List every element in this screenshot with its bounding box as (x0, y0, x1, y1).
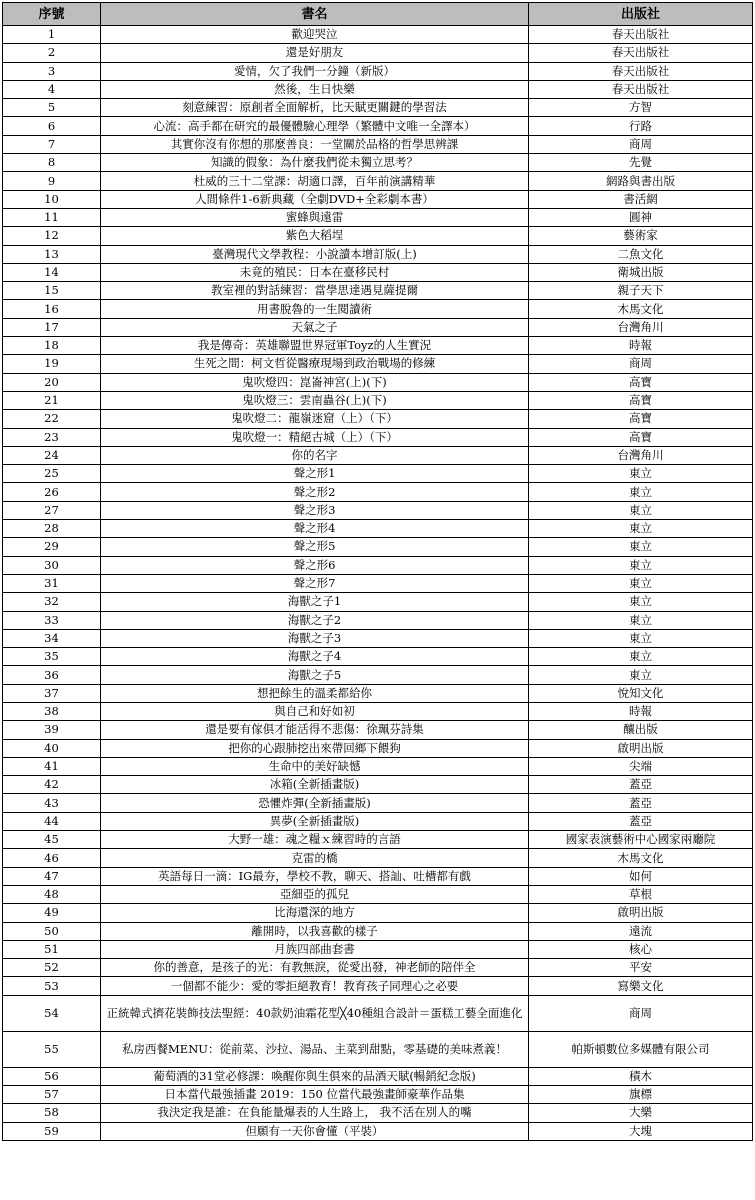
row-number-cell: 14 (3, 263, 101, 281)
row-number-cell: 43 (3, 794, 101, 812)
publisher-cell: 行路 (529, 117, 753, 135)
publisher-cell: 東立 (529, 483, 753, 501)
publisher-cell: 台灣角川 (529, 446, 753, 464)
table-row (3, 867, 753, 885)
publisher-cell: 東立 (529, 538, 753, 556)
book-title-cell: 聲之形6 (101, 556, 529, 574)
table-row (3, 574, 753, 592)
book-title-cell: 聲之形3 (101, 501, 529, 519)
row-number-cell: 4 (3, 80, 101, 98)
book-title-cell: 異夢(全新插畫版) (101, 812, 529, 830)
table-row (3, 391, 753, 409)
row-number-cell: 21 (3, 391, 101, 409)
table-row (3, 1104, 753, 1122)
header-no: 序號 (3, 3, 101, 26)
row-number-cell: 40 (3, 739, 101, 757)
publisher-cell: 蓋亞 (529, 776, 753, 794)
row-number-cell: 2 (3, 44, 101, 62)
book-title-cell: 未竟的殖民：日本在臺移民村 (101, 263, 529, 281)
publisher-cell: 藝術家 (529, 227, 753, 245)
table-row (3, 648, 753, 666)
publisher-cell: 啟明出版 (529, 904, 753, 922)
publisher-cell: 春天出版社 (529, 80, 753, 98)
row-number-cell: 57 (3, 1086, 101, 1104)
publisher-cell: 蓋亞 (529, 794, 753, 812)
publisher-cell: 東立 (529, 593, 753, 611)
book-title-cell: 把你的心跟肺挖出來帶回鄉下餵狗 (101, 739, 529, 757)
publisher-cell: 積木 (529, 1067, 753, 1085)
row-number-cell: 7 (3, 135, 101, 153)
row-number-cell: 30 (3, 556, 101, 574)
row-number-cell: 28 (3, 520, 101, 538)
book-title-cell: 與自己和好如初 (101, 702, 529, 720)
book-title-cell: 我決定我是誰：在負能量爆表的人生路上， 我不活在別人的嘴 (101, 1104, 529, 1122)
book-title-cell: 知識的假象：為什麼我們從未獨立思考？ (101, 154, 529, 172)
header-publisher: 出版社 (529, 3, 753, 26)
book-title-cell: 私房西餐MENU：從前菜、沙拉、湯品、主菜到甜點，零基礎的美味煮義！ (101, 1031, 529, 1067)
book-title-cell: 月族四部曲套書 (101, 940, 529, 958)
row-number-cell: 54 (3, 995, 101, 1031)
book-title-cell: 日本當代最強插畫 2019：150 位當代最強畫師豪華作品集 (101, 1086, 529, 1104)
table-row (3, 1122, 753, 1140)
book-title-cell: 聲之形5 (101, 538, 529, 556)
publisher-cell: 旗標 (529, 1086, 753, 1104)
table-row (3, 263, 753, 281)
book-title-cell: 想把餘生的溫柔都給你 (101, 684, 529, 702)
row-number-cell: 34 (3, 629, 101, 647)
table-row (3, 227, 753, 245)
book-title-cell: 生死之間：柯文哲從醫療現場到政治戰場的修練 (101, 355, 529, 373)
table-row (3, 776, 753, 794)
table-row (3, 812, 753, 830)
book-title-cell: 鬼吹燈四：崑崙神宮(上)(下) (101, 373, 529, 391)
publisher-cell: 高寶 (529, 373, 753, 391)
table-row (3, 172, 753, 190)
table-row (3, 666, 753, 684)
book-title-cell: 還是要有傢俱才能活得不悲傷：徐珮芬詩集 (101, 721, 529, 739)
table-row (3, 300, 753, 318)
row-number-cell: 12 (3, 227, 101, 245)
row-number-cell: 37 (3, 684, 101, 702)
publisher-cell: 高寶 (529, 428, 753, 446)
book-title-cell: 我是傳奇：英雄聯盟世界冠軍Toyz的人生實況 (101, 337, 529, 355)
book-title-cell: 歡迎哭泣 (101, 26, 529, 44)
publisher-cell: 東立 (529, 465, 753, 483)
row-number-cell: 47 (3, 867, 101, 885)
publisher-cell: 台灣角川 (529, 318, 753, 336)
row-number-cell: 58 (3, 1104, 101, 1122)
table-row (3, 885, 753, 903)
publisher-cell: 東立 (529, 556, 753, 574)
table-row (3, 80, 753, 98)
publisher-cell: 尖端 (529, 757, 753, 775)
publisher-cell: 時報 (529, 337, 753, 355)
header-row (3, 3, 753, 26)
table-row (3, 135, 753, 153)
row-number-cell: 42 (3, 776, 101, 794)
table-row (3, 684, 753, 702)
table-row (3, 794, 753, 812)
book-title-cell: 海獸之子2 (101, 611, 529, 629)
book-title-cell: 心流：高手都在研究的最優體驗心理學（繁體中文唯一全譯本） (101, 117, 529, 135)
table-row (3, 849, 753, 867)
publisher-cell: 商周 (529, 355, 753, 373)
row-number-cell: 15 (3, 282, 101, 300)
publisher-cell: 寫樂文化 (529, 977, 753, 995)
publisher-cell: 木馬文化 (529, 849, 753, 867)
publisher-cell: 東立 (529, 520, 753, 538)
publisher-cell: 網路與書出版 (529, 172, 753, 190)
book-title-cell: 鬼吹燈一：精絕古城（上）（下） (101, 428, 529, 446)
publisher-cell: 商周 (529, 135, 753, 153)
row-number-cell: 11 (3, 208, 101, 226)
table-row (3, 501, 753, 519)
publisher-cell: 平安 (529, 959, 753, 977)
book-title-cell: 紫色大稻埕 (101, 227, 529, 245)
publisher-cell: 春天出版社 (529, 44, 753, 62)
table-row (3, 154, 753, 172)
publisher-cell: 釀出版 (529, 721, 753, 739)
book-title-cell: 冰箱(全新插畫版) (101, 776, 529, 794)
row-number-cell: 44 (3, 812, 101, 830)
row-number-cell: 9 (3, 172, 101, 190)
book-title-cell: 聲之形7 (101, 574, 529, 592)
publisher-cell: 大樂 (529, 1104, 753, 1122)
publisher-cell: 東立 (529, 501, 753, 519)
table-row (3, 1031, 753, 1067)
table-row (3, 1086, 753, 1104)
publisher-cell: 遠流 (529, 922, 753, 940)
publisher-cell: 春天出版社 (529, 62, 753, 80)
row-number-cell: 52 (3, 959, 101, 977)
row-number-cell: 26 (3, 483, 101, 501)
table-row (3, 62, 753, 80)
publisher-cell: 高寶 (529, 391, 753, 409)
publisher-cell: 圓神 (529, 208, 753, 226)
row-number-cell: 1 (3, 26, 101, 44)
book-title-cell: 蜜蜂與遠雷 (101, 208, 529, 226)
row-number-cell: 16 (3, 300, 101, 318)
row-number-cell: 24 (3, 446, 101, 464)
header-title: 書名 (101, 3, 529, 26)
publisher-cell: 蓋亞 (529, 812, 753, 830)
book-title-cell: 海獸之子4 (101, 648, 529, 666)
table-row (3, 190, 753, 208)
book-title-cell: 生命中的美好缺憾 (101, 757, 529, 775)
table-row (3, 318, 753, 336)
row-number-cell: 17 (3, 318, 101, 336)
row-number-cell: 31 (3, 574, 101, 592)
book-title-cell: 但願有一天你會懂（平裝） (101, 1122, 529, 1140)
book-title-cell: 教室裡的對話練習：當學思達遇見薩提爾 (101, 282, 529, 300)
row-number-cell: 10 (3, 190, 101, 208)
book-title-cell: 大野一雄：魂之糧ｘ練習時的言語 (101, 831, 529, 849)
table-row (3, 922, 753, 940)
table-row (3, 593, 753, 611)
row-number-cell: 36 (3, 666, 101, 684)
book-title-cell: 用書脫魯的一生閱讀術 (101, 300, 529, 318)
book-title-cell: 亞細亞的孤兒 (101, 885, 529, 903)
publisher-cell: 東立 (529, 648, 753, 666)
book-title-cell: 還是好朋友 (101, 44, 529, 62)
publisher-cell: 草根 (529, 885, 753, 903)
publisher-cell: 二魚文化 (529, 245, 753, 263)
table-row (3, 702, 753, 720)
book-title-cell: 臺灣現代文學教程：小說讀本增訂版(上) (101, 245, 529, 263)
row-number-cell: 27 (3, 501, 101, 519)
publisher-cell: 東立 (529, 611, 753, 629)
table-row (3, 629, 753, 647)
table-row (3, 44, 753, 62)
publisher-cell: 書活網 (529, 190, 753, 208)
row-number-cell: 19 (3, 355, 101, 373)
table-row (3, 373, 753, 391)
publisher-cell: 衛城出版 (529, 263, 753, 281)
book-title-cell: 天氣之子 (101, 318, 529, 336)
book-title-cell: 杜威的三十二堂課：胡適口譯，百年前演講精華 (101, 172, 529, 190)
table-row (3, 410, 753, 428)
book-title-cell: 英語每日一滴：IG最夯，學校不教，聊天、搭訕、吐槽都有戲 (101, 867, 529, 885)
publisher-cell: 東立 (529, 666, 753, 684)
row-number-cell: 32 (3, 593, 101, 611)
publisher-cell: 核心 (529, 940, 753, 958)
book-title-cell: 你的善意，是孩子的光：有教無淚，從愛出發，神老師的陪伴全 (101, 959, 529, 977)
book-title-cell: 海獸之子1 (101, 593, 529, 611)
row-number-cell: 22 (3, 410, 101, 428)
book-title-cell: 比海還深的地方 (101, 904, 529, 922)
table-row (3, 483, 753, 501)
row-number-cell: 50 (3, 922, 101, 940)
publisher-cell: 時報 (529, 702, 753, 720)
row-number-cell: 59 (3, 1122, 101, 1140)
row-number-cell: 18 (3, 337, 101, 355)
publisher-cell: 如何 (529, 867, 753, 885)
publisher-cell: 東立 (529, 629, 753, 647)
table-row (3, 337, 753, 355)
table-row (3, 556, 753, 574)
book-title-cell: 海獸之子3 (101, 629, 529, 647)
row-number-cell: 35 (3, 648, 101, 666)
table-row (3, 282, 753, 300)
publisher-cell: 高寶 (529, 410, 753, 428)
publisher-cell: 親子天下 (529, 282, 753, 300)
book-title-cell: 刻意練習：原創者全面解析，比天賦更關鍵的學習法 (101, 99, 529, 117)
publisher-cell: 啟明出版 (529, 739, 753, 757)
publisher-cell: 帕斯頓數位多媒體有限公司 (529, 1031, 753, 1067)
table-row (3, 355, 753, 373)
table-row (3, 538, 753, 556)
publisher-cell: 木馬文化 (529, 300, 753, 318)
book-title-cell: 人間條件1-6新典藏（全劇DVD+全彩劇本書） (101, 190, 529, 208)
table-row (3, 904, 753, 922)
publisher-cell: 東立 (529, 574, 753, 592)
publisher-cell: 國家表演藝術中心國家兩廳院 (529, 831, 753, 849)
row-number-cell: 20 (3, 373, 101, 391)
table-row (3, 446, 753, 464)
row-number-cell: 38 (3, 702, 101, 720)
row-number-cell: 49 (3, 904, 101, 922)
table-header (3, 3, 753, 26)
book-title-cell: 正統韓式擠花裝飾技法聖經：40款奶油霜花型╳40種組合設計＝蛋糕工藝全面進化 (101, 995, 529, 1031)
row-number-cell: 48 (3, 885, 101, 903)
table-row (3, 757, 753, 775)
book-title-cell: 你的名字 (101, 446, 529, 464)
book-title-cell: 聲之形1 (101, 465, 529, 483)
publisher-cell: 大塊 (529, 1122, 753, 1140)
book-title-cell: 離開時，以我喜歡的樣子 (101, 922, 529, 940)
row-number-cell: 23 (3, 428, 101, 446)
row-number-cell: 3 (3, 62, 101, 80)
row-number-cell: 53 (3, 977, 101, 995)
table-row (3, 465, 753, 483)
book-title-cell: 一個都不能少：愛的零拒絕教育！教育孩子同理心之必要 (101, 977, 529, 995)
row-number-cell: 56 (3, 1067, 101, 1085)
table-row (3, 245, 753, 263)
book-title-cell: 其實你沒有你想的那麼善良：一堂關於品格的哲學思辨課 (101, 135, 529, 153)
table-row (3, 520, 753, 538)
table-row (3, 940, 753, 958)
book-title-cell: 愛情，欠了我們一分鐘（新版） (101, 62, 529, 80)
row-number-cell: 46 (3, 849, 101, 867)
row-number-cell: 25 (3, 465, 101, 483)
table-row (3, 117, 753, 135)
row-number-cell: 33 (3, 611, 101, 629)
book-title-cell: 鬼吹燈三：雲南蟲谷(上)(下) (101, 391, 529, 409)
row-number-cell: 8 (3, 154, 101, 172)
book-title-cell: 恐懼炸彈(全新插畫版) (101, 794, 529, 812)
book-title-cell: 然後，生日快樂 (101, 80, 529, 98)
table-body (3, 26, 753, 1141)
table-row (3, 99, 753, 117)
publisher-cell: 商周 (529, 995, 753, 1031)
publisher-cell: 春天出版社 (529, 26, 753, 44)
row-number-cell: 45 (3, 831, 101, 849)
row-number-cell: 51 (3, 940, 101, 958)
table-row (3, 977, 753, 995)
row-number-cell: 55 (3, 1031, 101, 1067)
book-title-cell: 葡萄酒的31堂必修課：喚醒你與生俱來的品酒天賦(暢銷紀念版) (101, 1067, 529, 1085)
row-number-cell: 5 (3, 99, 101, 117)
table-row (3, 995, 753, 1031)
table-row (3, 611, 753, 629)
row-number-cell: 6 (3, 117, 101, 135)
book-title-cell: 鬼吹燈二：龍嶺迷窟（上）（下） (101, 410, 529, 428)
table-row (3, 428, 753, 446)
table-row (3, 959, 753, 977)
table-row (3, 721, 753, 739)
publisher-cell: 先覺 (529, 154, 753, 172)
table-row (3, 1067, 753, 1085)
row-number-cell: 39 (3, 721, 101, 739)
table-row (3, 739, 753, 757)
book-title-cell: 海獸之子5 (101, 666, 529, 684)
book-list-table (2, 2, 753, 1141)
table-row (3, 208, 753, 226)
book-title-cell: 克雷的橋 (101, 849, 529, 867)
row-number-cell: 41 (3, 757, 101, 775)
table-row (3, 26, 753, 44)
row-number-cell: 13 (3, 245, 101, 263)
book-title-cell: 聲之形2 (101, 483, 529, 501)
publisher-cell: 方智 (529, 99, 753, 117)
table-row (3, 831, 753, 849)
publisher-cell: 悅知文化 (529, 684, 753, 702)
book-title-cell: 聲之形4 (101, 520, 529, 538)
row-number-cell: 29 (3, 538, 101, 556)
